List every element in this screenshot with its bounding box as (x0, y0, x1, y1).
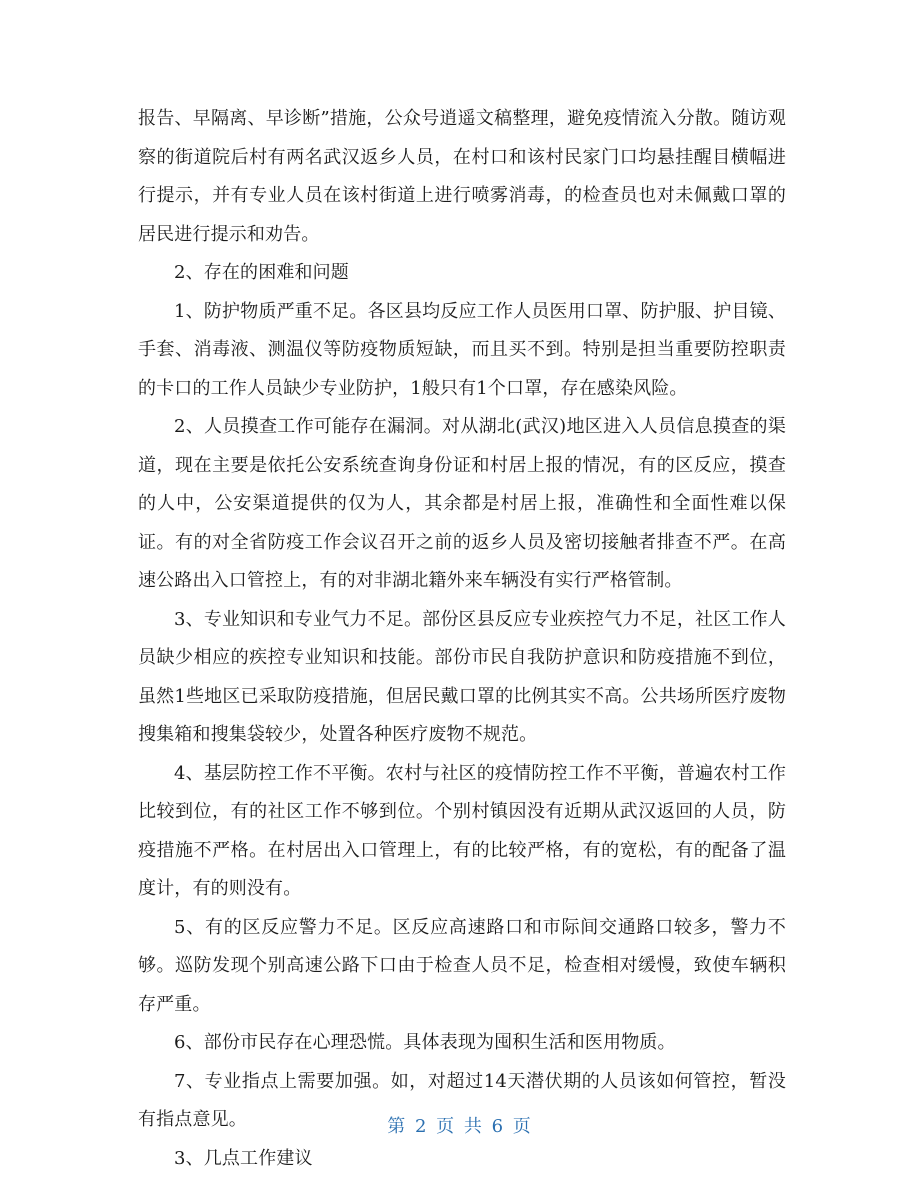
document-body (138, 100, 786, 1178)
paragraph-item-4: 4、基层防控工作不平衡。农村与社区的疫情防控工作不平衡，普遍农村工作比较到位，有的社区工作不够到位。个别村镇因没有近期从武汉返回的人员，防疫措施不严格。在村居出入口管理上，有的比较严格，有的宽松，有的配备了温度计，有的则没有。 (138, 762, 786, 899)
paragraph-item-7: 7、专业指点上需要加强。如，对超过14天潜伏期的人员该如何管控，暂没有指点意见。 (138, 1070, 786, 1130)
paragraph-item-1: 1、防护物质严重不足。各区县均反应工作人员医用口罩、防护服、护目镜、手套、消毒液、测温仪等防疫物质短缺，而且买不到。特别是担当重要防控职责的卡口的工作人员缺少专业防护，1般只有1个口罩，存在感染风险。 (138, 300, 786, 399)
paragraph-item-2: 2、人员摸查工作可能存在漏洞。对从湖北(武汉)地区进入人员信息摸查的渠道，现在主要是依托公安系统查询身份证和村居上报的情况，有的区反应，摸查的人中，公安渠道提供的仅为人，其余都是村居上报，准确性和全面性难以保证。有的对全省防疫工作会议召开之前的返乡人员及密切接触者排查不严。在高速公路出入口管控上，有的对非湖北籍外来车辆没有实行严格管制。 (138, 416, 786, 591)
paragraph-item-6: 6、部份市民存在心理恐慌。具体表现为囤积生活和医用物质。 (174, 1032, 676, 1053)
section-heading-suggestions: 3、几点工作建议 (174, 1147, 313, 1169)
section-heading-difficulties: 2、存在的困难和问题 (174, 262, 349, 283)
paragraph-continuation: 报告、早隔离、早诊断”措施，公众号逍遥文稿整理，避免疫情流入分散。随访观察的街道院后村有两名武汉返乡人员，在村口和该村民家门口均悬挂醒目横幅进行提示，并有专业人员在该村街道上进行喷雾消毒，的检查员也对未佩戴口罩的居民进行提示和劝告。 (138, 108, 786, 245)
page-number-footer: 第 2 页 共 6 页 (387, 1116, 533, 1137)
paragraph-item-3: 3、专业知识和专业气力不足。部份区县反应专业疾控气力不足，社区工作人员缺少相应的疾控专业知识和技能。部份市民自我防护意识和防疫措施不到位，虽然1些地区已采取防疫措施，但居民戴口罩的比例其实不高。公共场所医疗废物搜集箱和搜集袋较少，处置各种医疗废物不规范。 (138, 608, 786, 745)
paragraph-item-5: 5、有的区反应警力不足。区反应高速路口和市际间交通路口较多，警力不够。巡防发现个别高速公路下口由于检查人员不足，检查相对缓慢，致使车辆积存严重。 (138, 916, 786, 1015)
